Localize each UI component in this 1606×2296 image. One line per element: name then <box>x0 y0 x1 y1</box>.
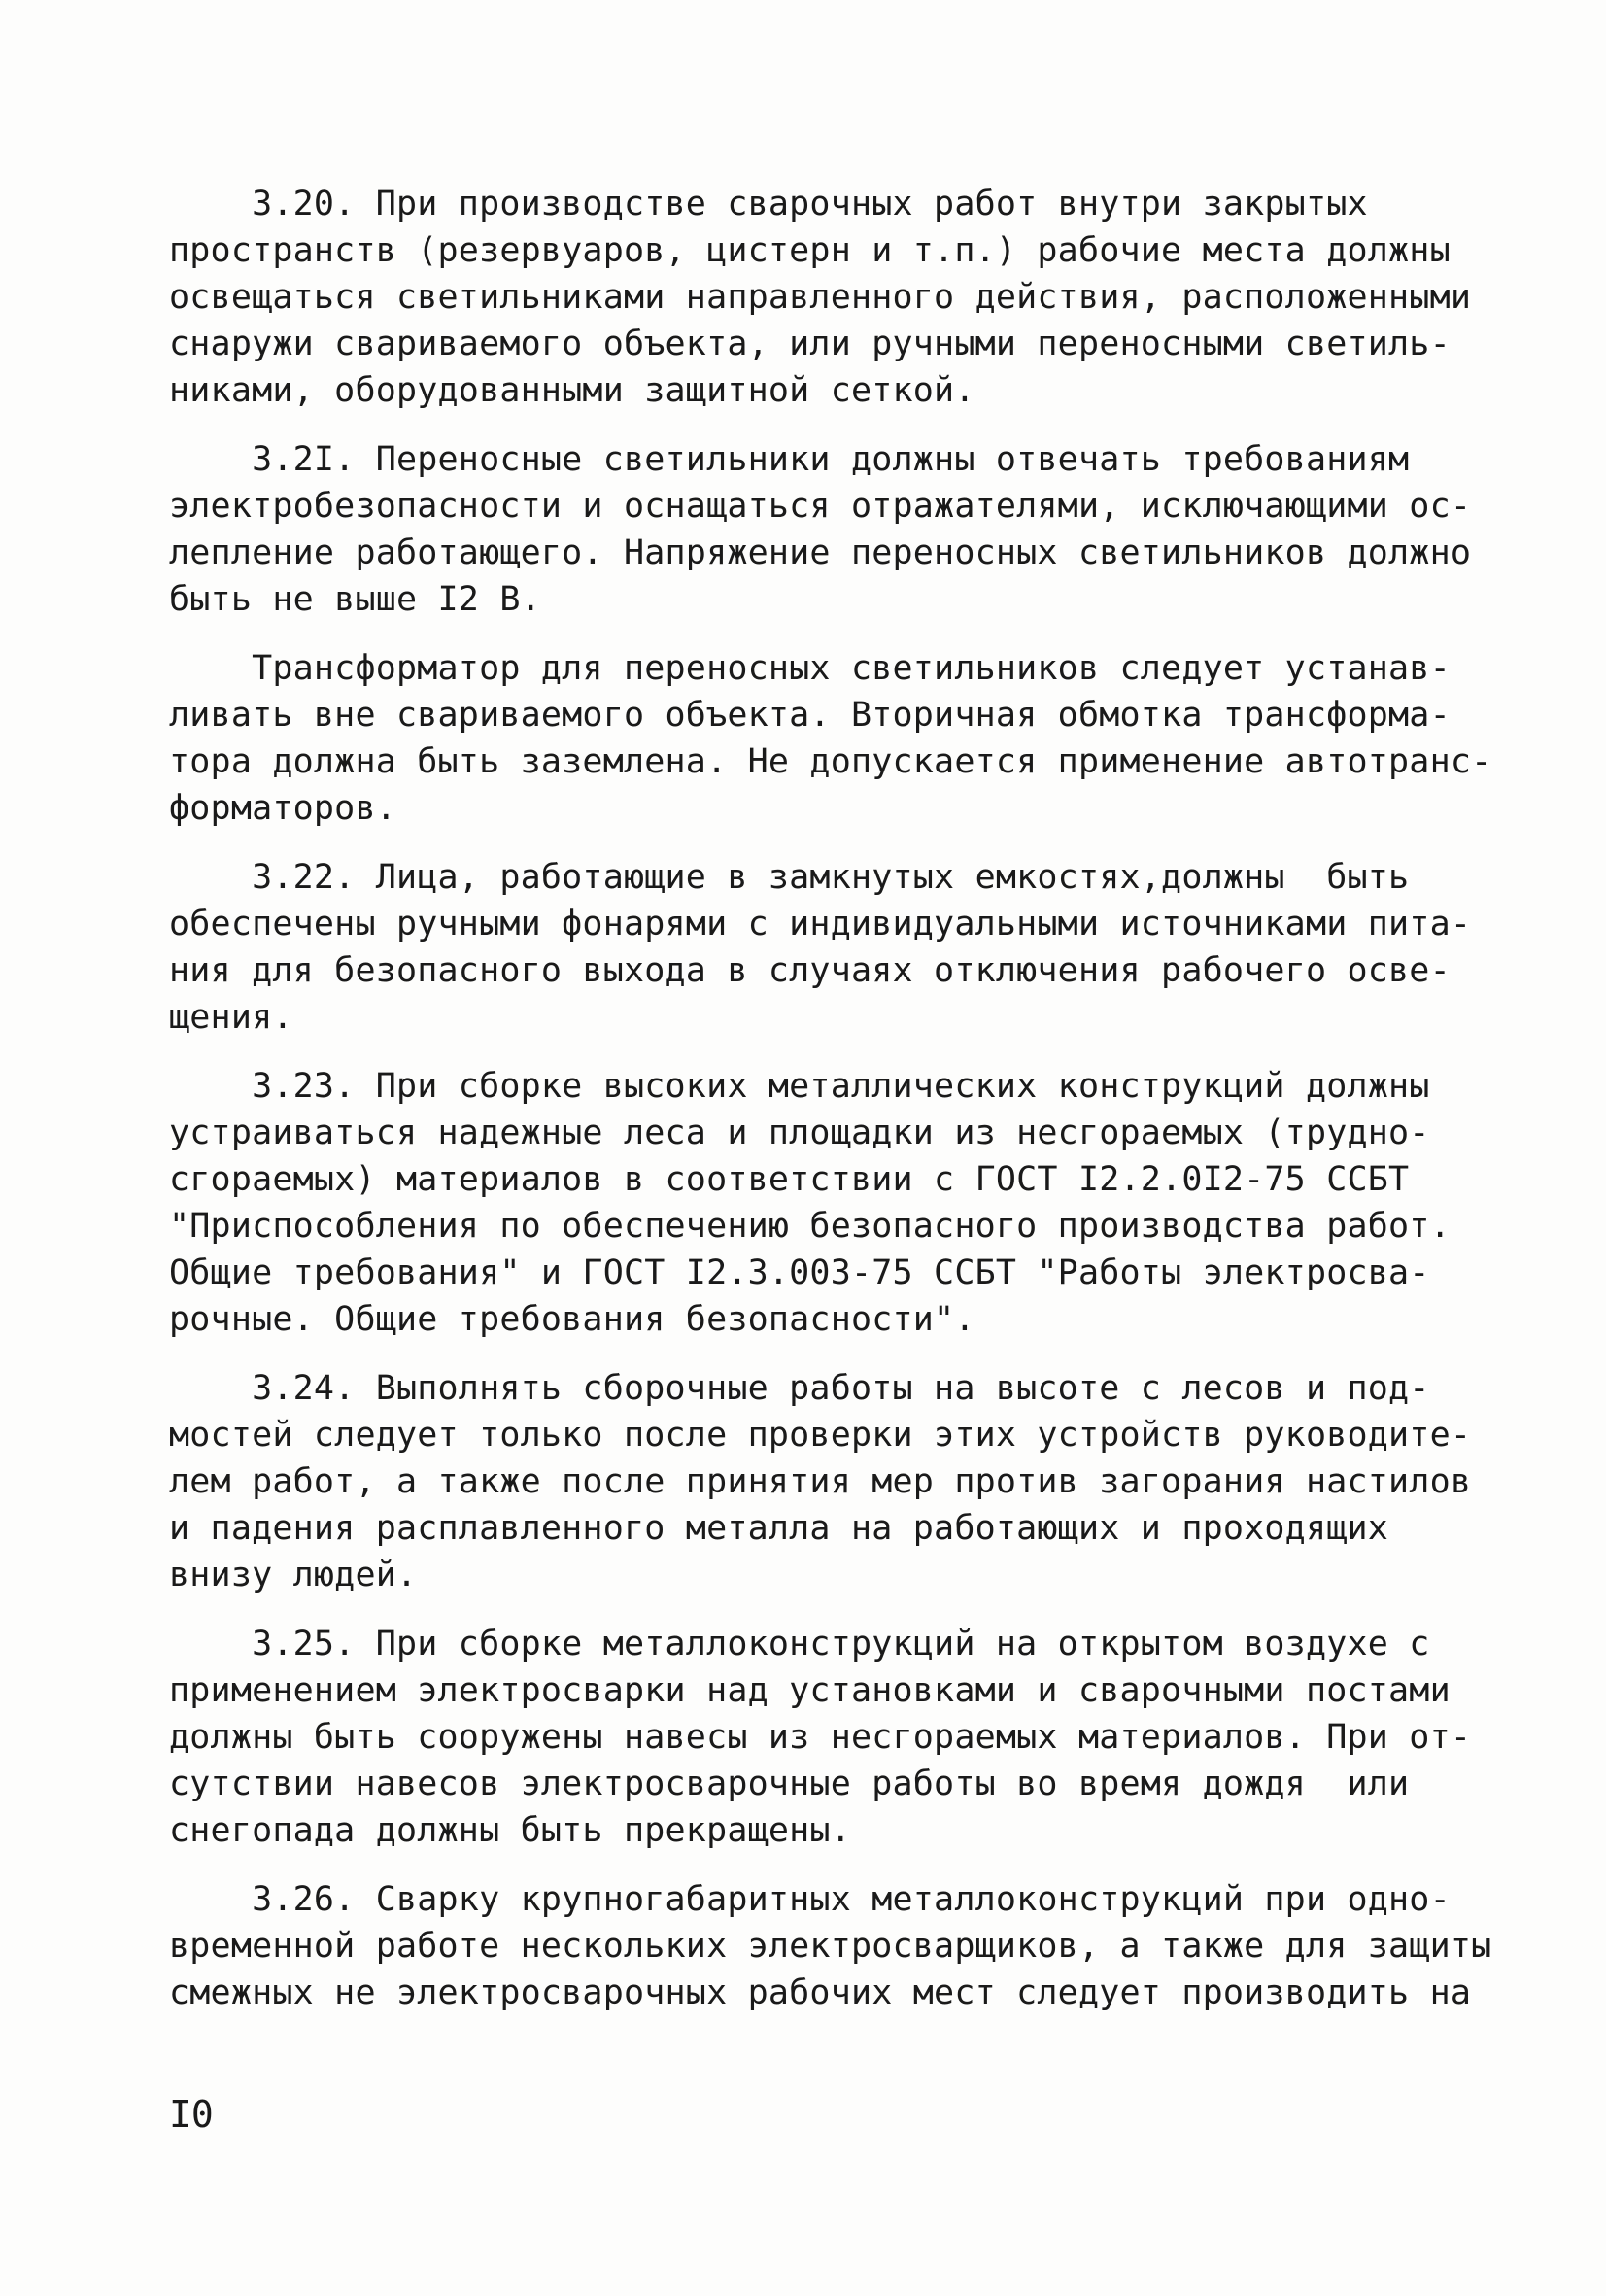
text-line: снаружи свариваемого объекта, или ручными переносными светиль- <box>169 325 1451 363</box>
text-line: сгораемых) материалов в соответствии с ГОСТ I2.2.0I2-75 ССБТ <box>169 1160 1410 1199</box>
text-line: временной работе нескольких электросварщиков, а также для защиты <box>169 1927 1492 1966</box>
paragraph-3-20 <box>169 181 1472 414</box>
text-line: ливать вне свариваемого объекта. Вторичная обмотка трансформа- <box>169 696 1451 735</box>
text-line: ния для безопасного выхода в случаях отключения рабочего осве- <box>169 951 1451 990</box>
text-line: лем работ, а также после принятия мер против загорания настилов <box>169 1462 1472 1501</box>
text-line: 3.2I. Переносные светильники должны отвечать требованиям <box>169 440 1410 479</box>
document-body <box>169 181 1492 2039</box>
text-line: 3.20. При производстве сварочных работ внутри закрытых <box>169 185 1368 223</box>
text-line: применением электросварки над установками и сварочными постами <box>169 1671 1451 1710</box>
text-line: 3.25. При сборке металлоконструкций на открытом воздухе с <box>169 1625 1430 1663</box>
text-line: щения. <box>169 998 293 1037</box>
text-line: быть не выше I2 В. <box>169 580 541 619</box>
text-line: и падения расплавленного металла на работающих и проходящих <box>169 1509 1389 1548</box>
text-line: сутствии навесов электросварочные работы во время дождя или <box>169 1765 1410 1803</box>
text-line: 3.23. При сборке высоких металлических конструкций должны <box>169 1067 1430 1106</box>
paragraph-3-26 <box>169 1876 1492 2016</box>
text-line: освещаться светильниками направленного действия, расположенными <box>169 278 1472 317</box>
text-line: лепление работающего. Напряжение переносных светильников должно <box>169 533 1472 572</box>
paragraph-3-25 <box>169 1621 1472 1854</box>
text-line: Трансформатор для переносных светильников следует устанав- <box>169 649 1451 688</box>
text-line: форматоров. <box>169 789 396 828</box>
paragraph-3-23 <box>169 1063 1451 1343</box>
paragraph-3-21-transformer <box>169 645 1492 832</box>
text-line: устраиваться надежные леса и площадки из несгораемых (трудно- <box>169 1114 1430 1152</box>
text-line: мостей следует только после проверки этих устройств руководите- <box>169 1416 1472 1455</box>
text-line: 3.26. Сварку крупногабаритных металлоконструкций при одно- <box>169 1880 1451 1919</box>
text-line: должны быть сооружены навесы из несгораемых материалов. При от- <box>169 1718 1472 1757</box>
text-line: внизу людей. <box>169 1556 418 1594</box>
page-number: I0 <box>169 2093 214 2136</box>
paragraph-3-22 <box>169 854 1472 1041</box>
text-line: обеспечены ручными фонарями с индивидуальными источниками пита- <box>169 905 1472 943</box>
text-line: тора должна быть заземлена. Не допускается применение автотранс- <box>169 742 1492 781</box>
paragraph-3-24 <box>169 1365 1472 1598</box>
text-line: смежных не электросварочных рабочих мест следует производить на <box>169 1973 1472 2012</box>
text-line: 3.22. Лица, работающие в замкнутых емкостях,должны быть <box>169 858 1410 897</box>
text-line: пространств (резервуаров, цистерн и т.п.) рабочие места должны <box>169 231 1451 270</box>
text-line: 3.24. Выполнять сборочные работы на высоте с лесов и под- <box>169 1369 1430 1408</box>
paragraph-3-21 <box>169 436 1472 623</box>
text-line: никами, оборудованными защитной сеткой. <box>169 371 975 410</box>
text-line: снегопада должны быть прекращены. <box>169 1811 851 1850</box>
text-line: рочные. Общие требования безопасности". <box>169 1300 975 1339</box>
text-line: "Приспособления по обеспечению безопасного производства работ. <box>169 1207 1451 1246</box>
text-line: Общие требования" и ГОСТ I2.3.003-75 ССБТ "Работы электросва- <box>169 1253 1430 1292</box>
text-line: электробезопасности и оснащаться отражателями, исключающими ос- <box>169 487 1472 526</box>
